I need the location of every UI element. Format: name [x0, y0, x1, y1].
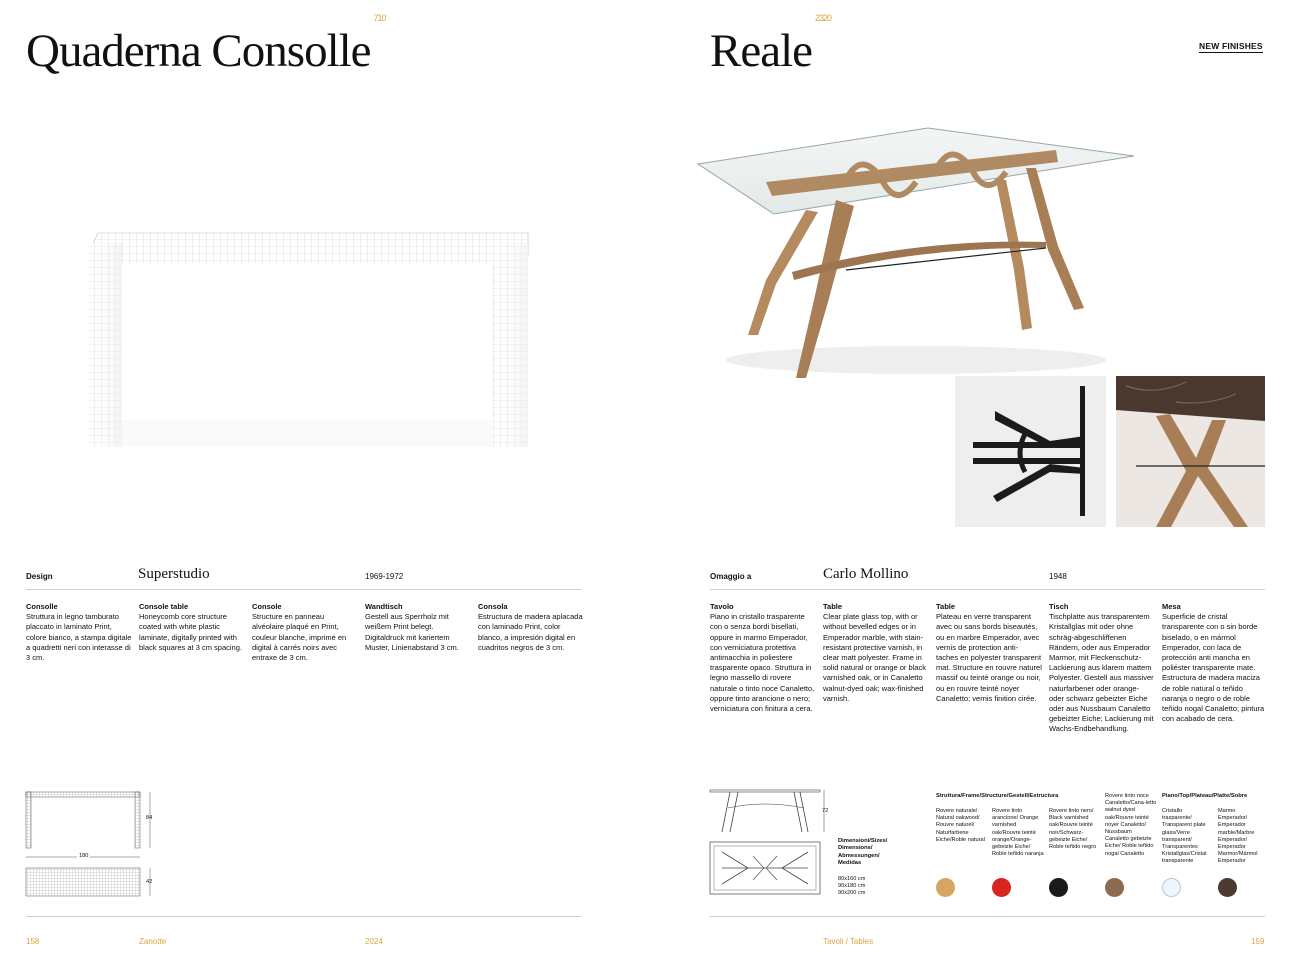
desc-text: Gestell aus Sperrholz mit weißem Print belegt. Digitaldruck mit kariertem Muster, Linienabstand 3 cm.: [365, 612, 459, 652]
right-design-year: 1948: [1049, 572, 1067, 581]
left-designer-name: Superstudio: [138, 566, 210, 582]
desc-text: Plateau en verre transparent avec ou sans bords biseautés, ou en marbre Emperador, avec vernis de protection anti- taches en polyester transparent mat. Structure en rouvre naturel massif ou teinté orange ou noir, ou en rouvre teinté noyer Canaletto; vernis finition cirée.: [936, 612, 1042, 703]
left-desc-it: [26, 602, 132, 663]
finish-swatch-orange-oak[interactable]: [992, 878, 1011, 897]
drawing-height-label: 84: [146, 815, 153, 821]
drawing-width-label: 180: [79, 853, 89, 859]
new-finishes-link[interactable]: NEW FINISHES: [1199, 41, 1263, 51]
finish-swatch-natural-oak[interactable]: [936, 878, 955, 897]
right-desc-de: [1049, 602, 1155, 735]
reale-detail-marble-top-image: [1116, 376, 1265, 527]
desc-heading: Mesa: [1162, 602, 1181, 611]
right-desc-it: [710, 602, 816, 714]
desc-heading: Consolle: [26, 602, 58, 611]
left-product-code: 710: [373, 13, 386, 24]
desc-text: Superficie de cristal transparente con o sin borde biselado, o en mármol Emperador, con laca de protección anti mancha en poliéster transparente mate. Estructura de madera maciza de roble natural o teñido naranja o negro o de roble teñido nogal Canaletto; pintura con acabado de cera.: [1162, 612, 1265, 724]
right-meta-label: Omaggio a: [710, 572, 752, 581]
right-product-code: 2320: [815, 13, 832, 24]
left-meta-label: Design: [26, 572, 53, 581]
quaderna-console-image: [80, 225, 540, 455]
top-finishes-heading: Piano/Top/Plateau/Platte/Sobre: [1162, 793, 1248, 799]
left-footer-year: 2024: [365, 937, 383, 946]
finish-swatch-emperador-marble[interactable]: [1218, 878, 1237, 897]
left-footer-divider: [26, 916, 581, 917]
finish-swatch-glass[interactable]: [1162, 878, 1181, 897]
reale-detail-black-frame-image: [955, 376, 1106, 527]
desc-heading: Console: [252, 602, 282, 611]
drawing-depth-label: 42: [146, 879, 153, 885]
desc-text: Estructura de madera aplacada con laminado Print, color blanco, a impresión digital en cuadritos negros de 3 cm.: [478, 612, 583, 652]
right-desc-fr: [936, 602, 1042, 704]
left-title-text: Quaderna Consolle: [26, 25, 371, 77]
finish-label: Rovere tinto arancione/ Orange varnished oak/Rouvre teinté orange/Orange-gebeizte Eiche/ Roble teñido naranja: [992, 808, 1044, 858]
finish-label: Rovere naturale/ Natural oakwood/ Rouvre naturel/ Naturfarbene Eiche/Roble natural: [936, 808, 985, 843]
size-option: 90x200 cm: [838, 890, 866, 897]
size-option: 80x160 cm: [838, 876, 866, 882]
right-page-number: 159: [1251, 937, 1265, 946]
left-desc-en: [139, 602, 245, 653]
desc-text: Piano in cristallo trasparente con o senza bordi bisellati, oppure in marmo Emperador, con verniciatura protettiva antimacchia in poliestere trasparente opaco. Struttura in legno massello di rovere naturale o tinto noce Canaletto, oppure tinto arancione o nero; verniciatura con finitura a cera.: [710, 612, 815, 714]
frame-finishes-heading: Struttura/Frame/Structure/Gestell/Estructura: [936, 793, 1059, 799]
reale-technical-drawing: [708, 786, 833, 901]
desc-heading: Wandtisch: [365, 602, 403, 611]
left-page-title: [26, 13, 386, 77]
left-desc-de: [365, 602, 471, 653]
size-option: 90x180 cm: [838, 883, 866, 890]
desc-heading: Table: [936, 602, 956, 611]
left-page-number: 158: [26, 937, 40, 946]
desc-heading: Consola: [478, 602, 508, 611]
right-meta-divider: [710, 589, 1265, 590]
desc-text: Struttura in legno tamburato placcato in laminato Print, colore bianco, a stampa digitale a quadretti neri con interasse di 3 cm.: [26, 612, 132, 663]
desc-text: Structure en panneau alvéolaire plaqué en Print, couleur blanche, imprimé en digital à carrés noirs avec entraxe de 3 cm.: [252, 612, 347, 663]
left-meta-divider: [26, 589, 581, 590]
finish-swatch-canaletto-oak[interactable]: [1105, 878, 1124, 897]
desc-heading: Tisch: [1049, 602, 1069, 611]
left-footer-brand: Zanotte: [139, 937, 167, 946]
reale-height-label: 72: [822, 808, 829, 814]
desc-heading: Console table: [139, 602, 189, 611]
right-desc-es: [1162, 602, 1268, 724]
right-desc-en: [823, 602, 929, 704]
finish-label: Cristallo trasparente/ Transparent plate glass/Verre transparent/ Transparentes Kristallglas/Cristal transparente: [1162, 808, 1207, 865]
desc-text: Honeycomb core structure coated with white plastic laminate, digitally printed with black squares at 3 cm spacing.: [139, 612, 242, 652]
desc-heading: Tavolo: [710, 602, 734, 611]
finish-label: Rovere tinto noce Canaletto/Cana-letto walnut dyed oak/Rouvre teinté noyer Canaletto/ Nussbaum Canaletto gebeizte Eiche/ Roble teñido nogal Canaletto: [1105, 793, 1157, 857]
quaderna-technical-drawing: [24, 788, 164, 898]
desc-heading: Table: [823, 602, 843, 611]
finish-label: Rovere tinto nero/ Black varnished oak/Rouvre teinté noir/Schwarz-gebeizte Eiche/ Roble teñido negro: [1049, 808, 1097, 851]
dimensions-heading: Dimensioni/Sizes/ Dimensions/ Abmessungen/ Medidas: [838, 838, 888, 867]
desc-text: Tischplatte aus transparentem Kristallglas mit oder ohne schräg-abgeschliffenen Rändern, oder aus Emperador Marmor, mit Fleckenschutz-Lackierung aus klarem mattem Polyester. Gestell aus massiver naturfarbener oder orange- oder schwarz gebeizter Eiche oder aus Nussbaum Canaletto gebeizter Eiche; Lackierung mit Wachs-Endbehandlung.: [1049, 612, 1154, 734]
right-footer-divider: [710, 916, 1265, 917]
left-desc-es: [478, 602, 584, 653]
left-design-years: 1969-1972: [365, 572, 404, 581]
finish-swatch-black-oak[interactable]: [1049, 878, 1068, 897]
right-footer-section: Tavoli / Tables: [823, 937, 874, 946]
dimensions-list: [838, 876, 865, 898]
reale-table-image: [696, 120, 1141, 390]
right-designer-name: Carlo Mollino: [823, 566, 909, 582]
desc-text: Clear plate glass top, with or without bevelled edges or in Emperador marble, with stain-resistant protective varnish, in clear matt polyester. Frame in solid natural or orange or black varnished oak, or in Canaletto walnut-dyed oak; wax-finished varnish.: [823, 612, 926, 703]
right-title-text: Reale: [710, 25, 812, 77]
finish-label: Marmo Emperador/ Emperador marble/Marbre Emperador/ Emperador Marmor/Mármol Emperador: [1218, 808, 1258, 865]
left-desc-fr: [252, 602, 358, 663]
right-page-title: [710, 13, 832, 77]
